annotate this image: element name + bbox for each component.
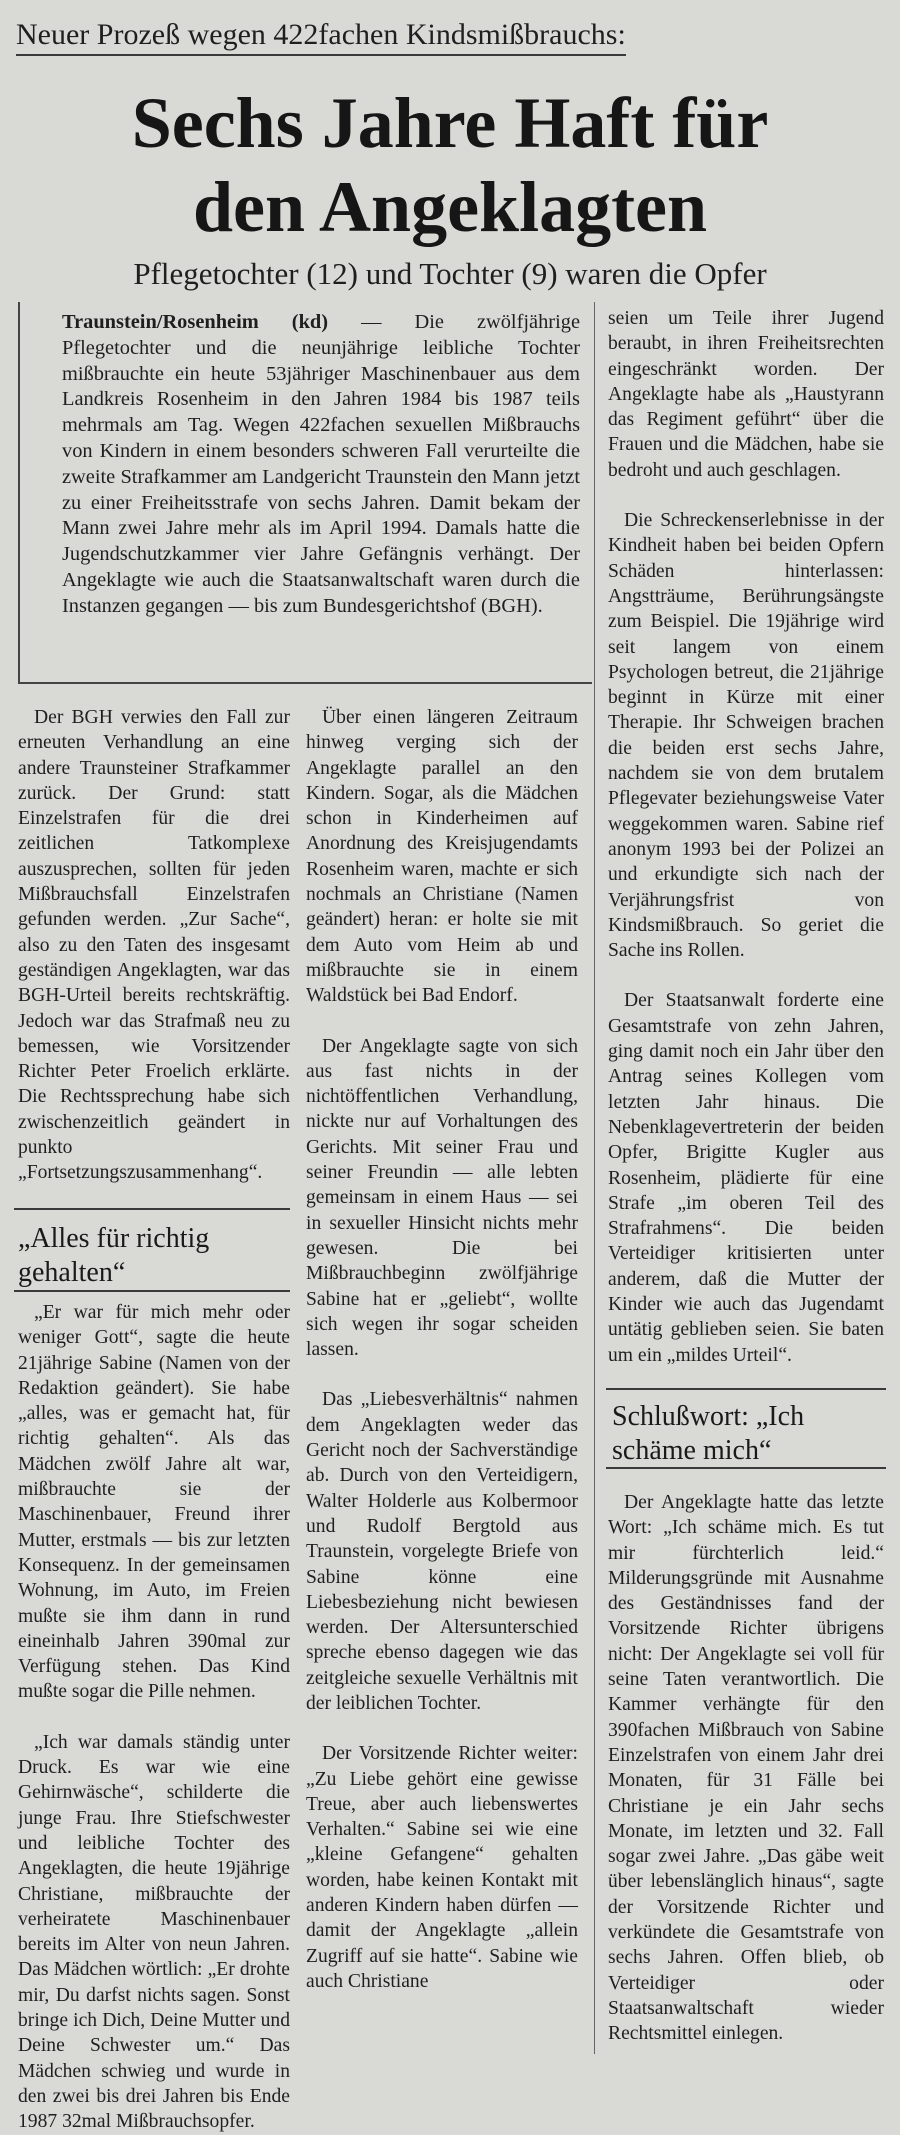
column-1-bottom: [18, 1300, 290, 2135]
paragraph: Der Staatsanwalt forderte eine Gesamtstrafe von zehn Jahren, ging damit noch ein Jahr über den Antrag seines Kollegen vom letzten Jahr hinaus. Die Nebenklagevertreterin der beiden Opfer, Brigitte Kugler aus Rosenheim, plädierte für eine Strafe „im oberen Teil des Strafrahmens“. Die beiden Verteidiger kritisierten unter anderem, daß die Mutter der Kinder wie auch das Jugendamt untätig geblieben seien. Sie baten um ein „mildes Urteil“.: [608, 990, 884, 1366]
paragraph: Der Angeklagte sagte von sich aus fast nichts in der nichtöffentlichen Verhandlung, nickte nur auf Vorhaltungen des Gerichts. Mit seiner Frau und seiner Freundin — alle lebten gemeinsam in einem Haus — sei in sexueller Hinsicht nichts mehr gewesen. Die bei Mißbrauchbeginn zwölfjährige Sabine hat er „geliebt“, wollte sich wegen ihr sogar scheiden lassen.: [306, 1035, 578, 1361]
subhead-rule-bottom: [14, 1290, 290, 1292]
paragraph: Der Vorsitzende Richter weiter: „Zu Liebe gehört eine gewisse Treue, aber auch liebenswertes Verhalten.“ Sabine sei wie eine „kleine Gefangene“ gehalten worden, habe keinen Kontakt mit anderen Kindern haben dürfen — damit der Angeklagte „allein Zugriff auf sie hatte“. Sabine wie auch Christiane: [306, 1743, 578, 1992]
column-3-top: [608, 306, 884, 1368]
paragraph: „Ich war damals ständig unter Druck. Es war wie eine Gehirnwäsche“, schilderte die junge Frau. Ihre Stiefschwester und leibliche Tochter des Angeklagten, die heute 19jährige Christiane, mißbrauchte der verheiratete Maschinenbauer bereits im Alter von neun Jahren. Das Mädchen wörtlich: „Er drohte mir, Du darfst nichts sagen. Sonst bringe ich Dich, Deine Mutter und Deine Schwester um.“ Das Mädchen schwieg und wurde in den zwei bis drei Jahren bis Ende 1987 32mal Mißbrauchsopfer.: [18, 1731, 290, 2133]
paragraph: Über einen längeren Zeitraum hinweg verging sich der Angeklagte parallel an den Kindern. Sogar, als die Mädchen schon in Kinderheimen auf Anordnung des Kreisjugendamts Rosenheim waren, machte er sich nochmals an Christiane (Namen geändert) heran: er holte sie mit dem Auto vom Heim ab und mißbrauchte sie in einem Waldstück bei Bad Endorf.: [306, 707, 578, 1007]
headline-line-1: Sechs Jahre Haft für: [131, 83, 769, 163]
subhead-rule-top: [606, 1388, 886, 1390]
paragraph: Das „Liebesverhältnis“ nahmen dem Angeklagten weder das Gericht noch der Sachverständige ab. Durch von den Verteidigern, Walter Holderle aus Kolbermoor und Rudolf Bergtold aus Traunstein, vorgelegte Briefe von Sabine könne eine Liebesbeziehung nicht bewiesen werden. Der Altersunterschied spreche ebenso dagegen wie das zeitgleiche sexuelle Verhältnis mit der leiblichen Tochter.: [306, 1389, 578, 1714]
lead-text: — Die zwölfjährige Pflegetochter und die neunjährige leibliche Tochter mißbrauchte ein heute 53jähriger Maschinenbauer aus dem Landkreis Rosenheim in den Jahren 1984 bis 1987 teils mehrmals am Tag. Wegen 422fachen sexuellen Mißbrauchs von Kindern in einem besonders schweren Fall verurteilte die zweite Strafkammer am Landgericht Traunstein den Mann jetzt zu einer Freiheitsstrafe von sechs Jahren. Damit bekam der Mann zwei Jahre mehr als im April 1994. Damals hatte die Jugendschutzkammer vier Jahre Gefängnis verhängt. Der Angeklagte wie auch die Staatsanwaltschaft waren durch die Instanzen gegangen — bis zum Bundesgerichtshof (BGH).: [62, 311, 580, 617]
column-1-top: [18, 705, 290, 1186]
subhead-rule-bottom: [606, 1467, 886, 1469]
subhead-rule-top: [14, 1208, 290, 1210]
dateline: Traunstein/Rosenheim (kd): [62, 311, 329, 333]
column-2: [306, 705, 578, 1994]
subhead-schlusswort: Schlußwort: „Ich schäme mich“: [612, 1401, 805, 1466]
column-3-bottom: [608, 1490, 884, 2047]
paragraph: Der Angeklagte hatte das letzte Wort: „Ich schäme mich. Es tut mir fürchterlich leid.“ Milderungsgründe mit Ausnahme des Geständnisses fand der Vorsitzende Richter übrigens nicht: Der Angeklagte sei voll für seine Taten verantwortlich. Die Kammer verhängte für den 390fachen Mißbrauch von Sabine Einzelstrafen von einem Jahr drei Monaten, für 31 Fälle bei Christiane je ein Jahr sechs Monate, im letzten und 32. Fall sogar zwei Jahre. „Das gäbe weit über lebenslänglich hinaus“, sagte der Vorsitzende Richter und verkündete die Gesamtstrafe von sechs Jahren. Offen blieb, ob Verteidiger oder Staatsanwaltschaft wieder Rechtsmittel einlegen.: [608, 1492, 884, 2045]
paragraph: Die Schreckenserlebnisse in der Kindheit haben bei beiden Opfern Schäden hinterlassen: Angstträume, Berührungsängste zum Beispiel. Die 19jährige wird seit langem von einem Psychologen betreut, die 21jährige beginnt in Kürze mit einer Therapie. Ihr Schweigen brachen die beiden erst sechs Jahre, nachdem sie von dem brutalem Pflegevater beziehungsweise Vater weggekommen waren. Sabine rief anonym 1993 bei der Polizei an und erkundigte sich nach der Verjährungsfrist von Kindsmißbrauch. So geriet die Sache ins Rollen.: [608, 510, 884, 962]
subheadline: Pflegetochter (12) und Tochter (9) waren die Opfer: [133, 256, 767, 291]
paragraph: seien um Teile ihrer Jugend beraubt, in ihren Freiheitsrechten eingeschränkt worden. Der Angeklagte habe als „Haustyrann das Regiment geführt“ über die Frauen und die Mädchen, habe sie bedroht und auch geschlagen.: [608, 308, 884, 481]
subhead-alles: „Alles für richtig gehalten“: [18, 1223, 210, 1288]
lead-paragraph: [62, 310, 580, 620]
paragraph: „Er war für mich mehr oder weniger Gott“, sagte die heute 21jährige Sabine (Namen von der Redaktion geändert). Sie habe „alles, was er gemacht hat, für richtig gehalten“. Als das Mädchen zwölf Jahre alt war, mißbrauchte sie der Maschinenbauer, Freund ihrer Mutter, erstmals — bis zur letzten Konsequenz. In der gemeinsamen Wohnung, im Auto, im Freien mußte sie ihm dann in rund eineinhalb Jahren 390mal zur Verfügung stehen. Das Kind mußte sogar die Pille nehmen.: [18, 1302, 290, 1703]
headline-line-2: den Angeklagten: [192, 167, 708, 247]
column-divider: [594, 302, 595, 2054]
kicker-line: Neuer Prozeß wegen 422fachen Kindsmißbrauchs:: [16, 18, 626, 56]
paragraph: Der BGH verwies den Fall zur erneuten Verhandlung an eine andere Traunsteiner Strafkammer zurück. Der Grund: statt Einzelstrafen für die drei zeitlichen Tatkomplexe auszusprechen, sollten für jeden Mißbrauchsfall Einzelstrafen gefunden werden. „Zur Sache“, also zu den Taten des insgesamt geständigen Angeklagten, war das BGH-Urteil bereits rechtskräftig. Jedoch war das Strafmaß neu zu bemessen, wie Vorsitzender Richter Peter Froelich erklärte. Die Rechtssprechung habe sich zwischenzeitlich geändert in punkto „Fortsetzungszusammenhang“.: [18, 707, 290, 1184]
